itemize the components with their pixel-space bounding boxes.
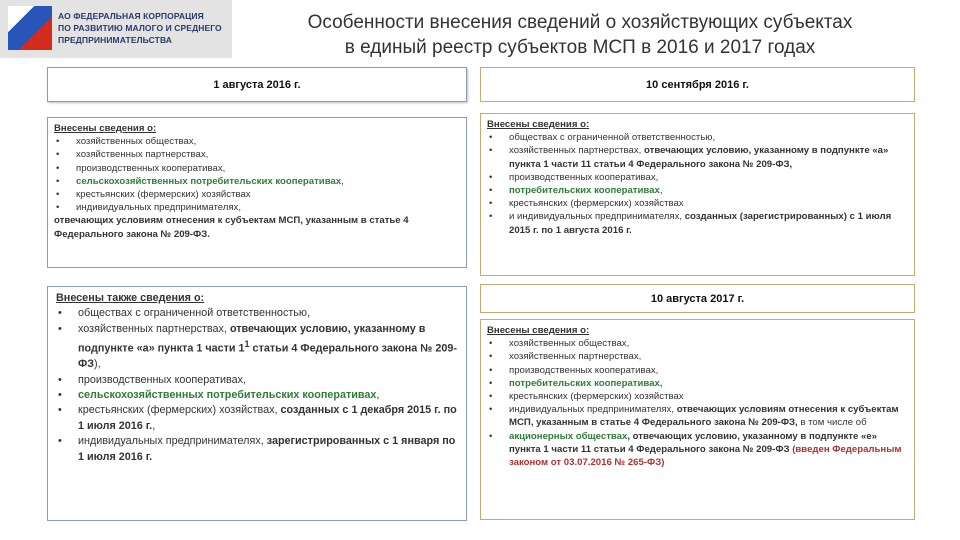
title-line-1: Особенности внесения сведений о хозяйствующих субъектах [307,12,853,33]
list-item [56,373,458,388]
list-item-text: в том числе об [797,417,867,429]
list-item-text: производственных кооперативах, [509,171,659,183]
list-item [487,403,908,429]
list-item-text: сельскохозяйственных потребительских кооперативах [76,175,342,187]
box-aug-2016-content [47,117,467,268]
list-item-text: хозяйственных обществах, [509,338,630,350]
entity-list [487,131,908,237]
list-item-text: индивидуальных предпринимателях, [78,435,267,448]
list-item-text: акционерных обществах [509,430,628,442]
list-item-text: крестьянских (фермерских) хозяйствах, [78,404,281,417]
box-aug-2017-content [480,319,915,520]
list-item [487,197,908,210]
list-item-text: отвечающих условиям отнесения к субъектам МСП, указанным в статье 4 Федерального закона № 209-ФЗ, [509,404,899,429]
list-item [487,184,908,197]
list-item-text: обществах с ограниченной ответственностью, [509,132,716,144]
list-item [487,337,908,350]
list-item [487,350,908,363]
list-item-text: крестьянских (фермерских) хозяйствах [509,198,684,210]
page-title [240,10,920,60]
logo-line: ПРЕДПРИНИМАТЕЛЬСТВА [58,35,173,45]
date-header-aug-2016: 1 августа 2016 г. [47,67,467,102]
list-item-text: ), [93,358,101,371]
list-item-text: хозяйственных партнерствах, [76,149,209,161]
russian-flag-icon [8,6,52,50]
list-item-text: , [376,389,380,402]
list-item [487,144,908,170]
list-item-text: (введен Федеральным законом от 03.07.2016 № 265-ФЗ) [509,443,902,469]
list-item [54,162,460,175]
list-item-text: , [659,185,663,197]
list-item [56,306,458,321]
list-item-text: крестьянских (фермерских) хозяйствах [509,391,684,403]
list-item-text: 1 [244,339,250,350]
list-item [56,388,458,403]
list-item-text: хозяйственных партнерствах, [78,322,230,335]
list-item-text: производственных кооперативах, [78,373,247,386]
list-item-text: индивидуальных предпринимателях, [76,202,242,214]
entity-list [54,135,460,214]
list-item [54,175,460,188]
list-item [54,201,460,214]
list-item-text: сельскохозяйственных потребительских кооперативах [78,389,377,402]
list-item-text: хозяйственных партнерствах, [509,351,642,363]
box-sep-2016-content [480,113,915,276]
list-item [56,322,458,373]
list-item-text: производственных кооперативах, [509,364,659,376]
list-item-text: производственных кооперативах, [76,162,226,174]
list-item [487,364,908,377]
list-item-text: , [152,419,156,432]
list-item [54,148,460,161]
list-item-text: созданных (зарегистрированных) с 1 июля 2015 г. по 1 августа 2016 г. [509,211,892,236]
entity-list [56,306,458,465]
list-item-text: обществах с ограниченной ответственностью, [78,307,311,320]
list-item-text: отвечающих условию, указанному в подпункте «а» пункта 1 части 1 [78,322,426,355]
list-item [487,131,908,144]
list-item-text: хозяйственных партнерствах, [509,145,645,157]
list-item [487,390,908,403]
intro-text: Внесены сведения о: [487,119,590,130]
list-item-text: статьи 4 Федерального закона № 209-ФЗ [78,342,457,371]
date-header-aug-2017: 10 августа 2017 г. [480,284,915,313]
list-item-text: , [341,175,344,187]
list-item-text: созданных с 1 декабря 2015 г. по 1 июля 2016 г. [78,404,457,432]
entity-list [487,337,908,469]
list-item-text: индивидуальных предпринимателях, [509,404,677,416]
date-header-sep-2016: 10 сентября 2016 г. [480,67,915,102]
list-item-text: потребительских кооперативах, [509,377,663,389]
intro-text: Внесены сведения о: [487,325,590,336]
conditions-text: отвечающих условиям отнесения к субъектам МСП, указанным в статье 4 Федерального закона № 209-ФЗ. [54,215,409,240]
list-item [56,434,458,465]
list-item-text: зарегистрированных с 1 января по 1 июля 2016 г. [78,435,456,463]
intro-text: Внесены сведения о: [54,123,157,134]
box-additional-content [47,286,467,521]
title-line-2: в единый реестр субъектов МСП в 2016 и 2017 годах [344,37,816,58]
list-item [54,188,460,201]
corporation-logo [0,0,232,58]
list-item [54,135,460,148]
logo-line: АО ФЕДЕРАЛЬНАЯ КОРПОРАЦИЯ [58,11,204,21]
list-item [487,210,908,236]
list-item-text: отвечающих условию, указанному в подпункте «а» пункта 1 части 11 статьи 4 Федерального закона № 209-ФЗ, [509,145,889,170]
logo-line: ПО РАЗВИТИЮ МАЛОГО И СРЕДНЕГО [58,23,222,33]
list-item [487,377,908,390]
list-item-text: потребительских кооперативах [509,185,660,197]
intro-text: Внесены также сведения о: [56,292,205,304]
list-item-text: крестьянских (фермерских) хозяйствах [76,189,251,201]
list-item-text: , отвечающих условию, указанному в подпункте «е» пункта 1 части 11 статьи 4 Федерального закона № 209-ФЗ [509,430,878,455]
list-item-text: хозяйственных обществах, [76,136,197,148]
logo-text [58,10,230,46]
list-item [56,403,458,434]
list-item-text: и индивидуальных предпринимателях, [509,211,685,223]
list-item [487,430,908,470]
list-item [487,171,908,184]
